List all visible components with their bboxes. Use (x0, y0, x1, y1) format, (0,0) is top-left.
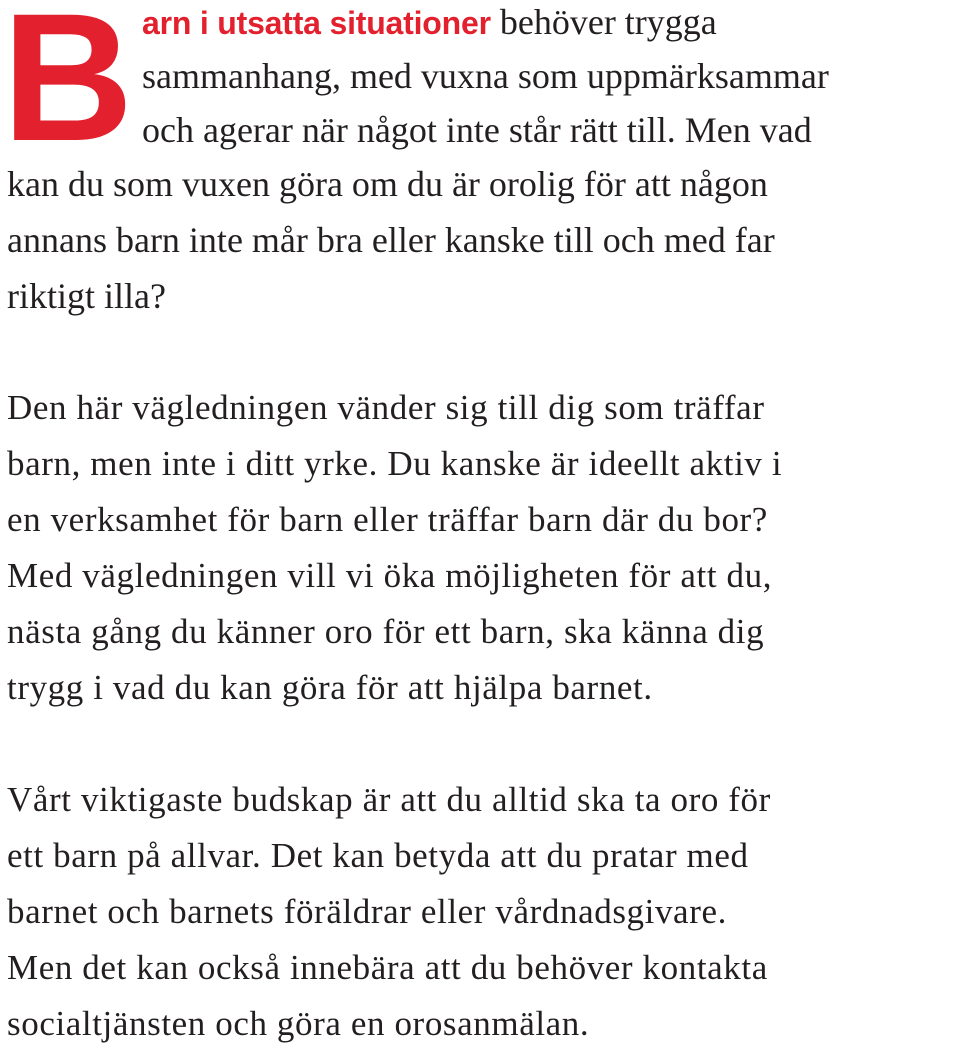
intro-line-1-rest: behöver trygga (490, 2, 717, 42)
paragraph-line: Vårt viktigaste budskap är att du alltid ska ta oro för (7, 780, 771, 819)
paragraph-line: barn, men inte i ditt yrke. Du kanske är ideellt aktiv i (7, 444, 783, 483)
paragraph-line: en verksamhet för barn eller träffar barn där du bor? (7, 500, 768, 539)
paragraph-line: trygg i vad du kan göra för att hjälpa barnet. (7, 668, 653, 707)
drop-cap: B (2, 0, 128, 179)
paragraph-line: Med vägledningen vill vi öka möjligheten för att du, (7, 556, 773, 595)
paragraph-line: Den här vägledningen vänder sig till dig som träffar (7, 388, 765, 427)
intro-line-2: sammanhang, med vuxna som uppmärksammar (142, 56, 829, 96)
paragraph-line: ett barn på allvar. Det kan betyda att du pratar med (7, 836, 749, 875)
intro-line-3: och agerar när något inte står rätt till. Men vad (142, 110, 812, 150)
paragraph-line: nästa gång du känner oro för ett barn, ska känna dig (7, 612, 765, 651)
paragraph-line: Men det kan också innebära att du behöver kontakta (7, 948, 768, 987)
intro-line-6: riktigt illa? (7, 276, 166, 316)
paragraph-audience (7, 380, 782, 716)
lead-text: arn i utsatta situationer (142, 5, 491, 41)
intro-line-4: kan du som vuxen göra om du är orolig för att någon (7, 164, 768, 204)
paragraph-key-message (7, 772, 771, 1052)
intro-line-1 (142, 2, 717, 43)
paragraph-line: barnet och barnets föräldrar eller vårdnadsgivare. (7, 892, 727, 931)
intro-line-5: annans barn inte mår bra eller kanske till och med far (7, 220, 775, 260)
paragraph-line: socialtjänsten och göra en orosanmälan. (7, 1004, 590, 1043)
